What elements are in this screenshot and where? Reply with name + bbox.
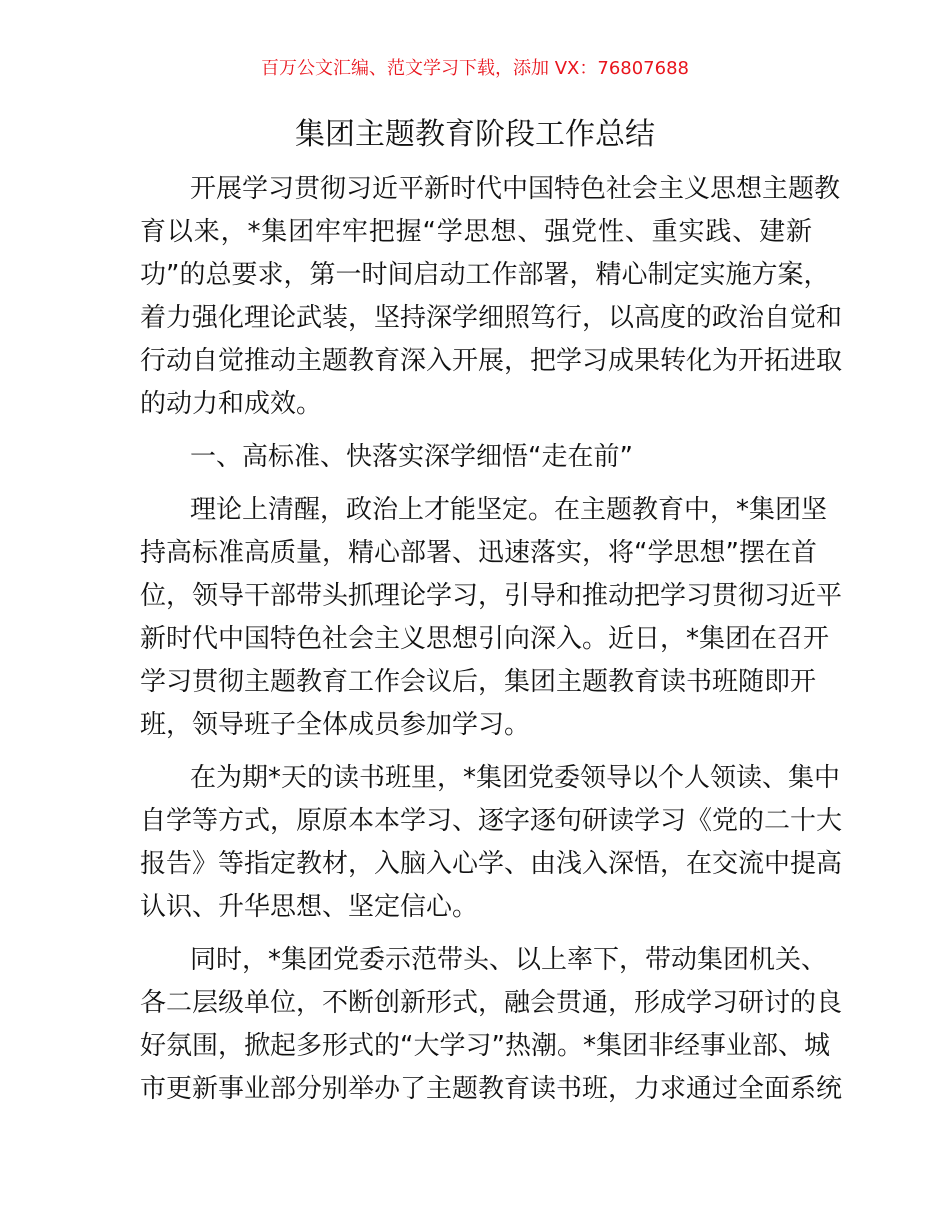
text-line: 新时代中国特色社会主义思想引向深入。近日，*集团在召开 (140, 624, 830, 654)
text-line: 一、高标准、快落实深学细悟“走在前” (190, 442, 633, 472)
text-line: 行动自觉推动主题教育深入开展，把学习成果转化为开拓进取 (140, 346, 843, 376)
text-line: 班，领导班子全体成员参加学习。 (140, 710, 531, 740)
paragraph (140, 489, 843, 747)
paragraph (140, 757, 843, 929)
text-line: 报告》等指定教材，入脑入心学、由浅入深悟，在交流中提高 (140, 849, 843, 879)
text-line: 理论上清醒，政治上才能坚定。在主题教育中，*集团坚 (190, 495, 828, 525)
text-line: 认识、升华思想、坚定信心。 (140, 892, 479, 922)
text-line: 各二层级单位，不断创新形式，融会贯通，形成学习研讨的良 (140, 988, 843, 1018)
text-line: 育以来，*集团牢牢把握“学思想、强党性、重实践、建新 (140, 217, 812, 247)
paragraph (140, 939, 843, 1111)
document-body (140, 168, 843, 1121)
text-line: 的动力和成效。 (140, 389, 323, 419)
text-line: 好氛围，掀起多形式的“大学习”热潮。*集团非经事业部、城 (140, 1031, 830, 1061)
text-line: 持高标准高质量，精心部署、迅速落实，将“学思想”摆在首 (140, 538, 817, 568)
section-heading (140, 436, 812, 479)
text-line: 开展学习贯彻习近平新时代中国特色社会主义思想主题教 (190, 174, 841, 204)
text-line: 学习贯彻主题教育工作会议后，集团主题教育读书班随即开 (140, 667, 817, 697)
text-line: 功”的总要求，第一时间启动工作部署，精心制定实施方案， (140, 260, 830, 290)
text-line: 市更新事业部分别举办了主题教育读书班，力求通过全面系统 (140, 1074, 843, 1104)
document-title: 集团主题教育阶段工作总结 (295, 117, 655, 152)
text-line: 在为期*天的读书班里，*集团党委领导以个人领读、集中 (190, 763, 841, 793)
text-line: 着力强化理论武装，坚持深学细照笃行，以高度的政治自觉和 (140, 303, 843, 333)
text-line: 自学等方式，原原本本学习、逐字逐句研读学习《党的二十大 (140, 806, 843, 836)
watermark-banner: 百万公文汇编、范文学习下载，添加 VX：76807688 (261, 58, 689, 79)
text-line: 同时，*集团党委示范带头、以上率下，带动集团机关、 (190, 945, 828, 975)
text-line: 位，领导干部带头抓理论学习，引导和推动把学习贯彻习近平 (140, 581, 843, 611)
paragraph (140, 168, 843, 426)
